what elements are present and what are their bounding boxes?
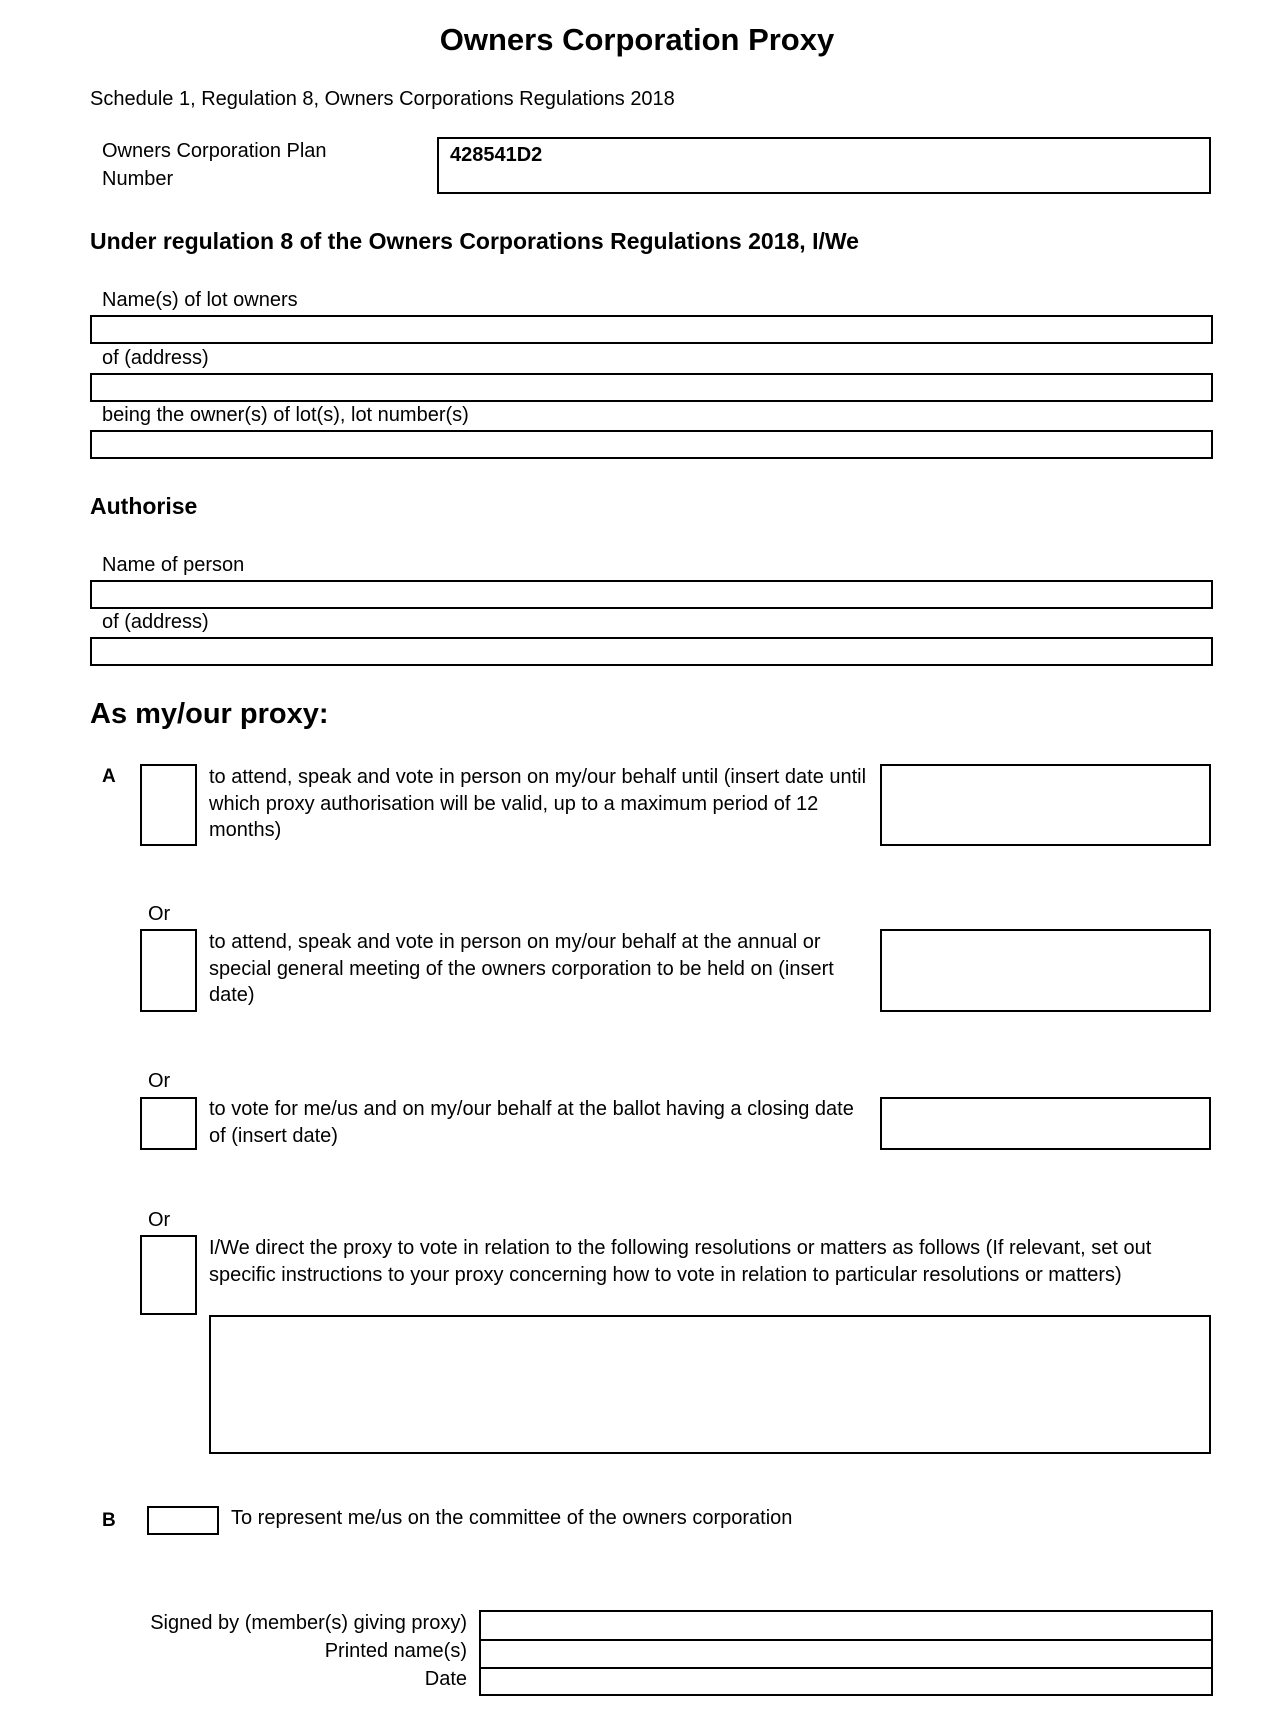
- section-a-letter: A: [102, 766, 116, 787]
- proxy-person-address-label: of (address): [102, 611, 209, 633]
- option-until-date-input[interactable]: [880, 764, 1211, 846]
- option-meeting-date-input[interactable]: [880, 929, 1211, 1012]
- plan-number-field[interactable]: [437, 137, 1211, 194]
- or-label-1: Or: [148, 903, 171, 925]
- proxy-person-name-label: Name of person: [102, 554, 245, 576]
- lot-owners-name-label: Name(s) of lot owners: [102, 289, 298, 311]
- printed-name-input[interactable]: [479, 1639, 1213, 1669]
- committee-representation-text: To represent me/us on the committee of the owners corporation: [231, 1507, 793, 1529]
- or-label-3: Or: [148, 1209, 171, 1231]
- owners-address-input[interactable]: [90, 373, 1213, 402]
- option-ballot-date-checkbox[interactable]: [140, 1097, 197, 1150]
- proxy-section-heading: As my/our proxy:: [90, 698, 329, 730]
- printed-name-label: Printed name(s): [324, 1640, 467, 1662]
- option-direct-vote-text: I/We direct the proxy to vote in relation to the following resolutions or matters as follows (If relevant, set out specific instructions to your proxy concerning how to vote in relation to particular resolutions or matters): [209, 1237, 1152, 1286]
- option-ballot-date-input[interactable]: [880, 1097, 1211, 1150]
- authorise-heading: Authorise: [90, 493, 198, 519]
- option-until-date-text: to attend, speak and vote in person on my/our behalf until (insert date until which proxy authorisation will be valid, up to a maximum period of 12 months): [209, 766, 867, 841]
- plan-number-label-line2: Number: [102, 168, 174, 190]
- option-meeting-date-checkbox[interactable]: [140, 929, 197, 1012]
- proxy-person-name-input[interactable]: [90, 580, 1213, 609]
- signature-date-input[interactable]: [479, 1667, 1213, 1696]
- owners-section-heading: Under regulation 8 of the Owners Corporations Regulations 2018, I/We: [90, 228, 859, 254]
- option-direct-vote-checkbox[interactable]: [140, 1235, 197, 1315]
- lot-owners-name-input[interactable]: [90, 315, 1213, 344]
- option-until-date-checkbox[interactable]: [140, 764, 197, 846]
- voting-instructions-textarea[interactable]: [209, 1315, 1211, 1454]
- lot-numbers-label: being the owner(s) of lot(s), lot number(s): [102, 404, 469, 426]
- document-title: Owners Corporation Proxy: [439, 22, 835, 57]
- document-subtitle: Schedule 1, Regulation 8, Owners Corporations Regulations 2018: [90, 88, 675, 110]
- or-label-2: Or: [148, 1070, 171, 1092]
- option-ballot-date-text: to vote for me/us and on my/our behalf at the ballot having a closing date of (insert date): [209, 1098, 854, 1147]
- plan-number-value: 428541D2: [450, 144, 543, 166]
- section-b-letter: B: [102, 1510, 116, 1531]
- lot-numbers-input[interactable]: [90, 430, 1213, 459]
- option-meeting-date-text: to attend, speak and vote in person on my/our behalf at the annual or special general meeting of the owners corporation to be held on (insert date): [209, 931, 834, 1006]
- plan-number-label-line1: Owners Corporation Plan: [102, 140, 327, 162]
- committee-representation-checkbox[interactable]: [147, 1506, 219, 1535]
- owners-address-label: of (address): [102, 347, 209, 369]
- signed-by-input[interactable]: [479, 1610, 1213, 1641]
- signed-by-label: Signed by (member(s) giving proxy): [150, 1612, 467, 1634]
- signature-date-label: Date: [424, 1668, 467, 1690]
- proxy-person-address-input[interactable]: [90, 637, 1213, 666]
